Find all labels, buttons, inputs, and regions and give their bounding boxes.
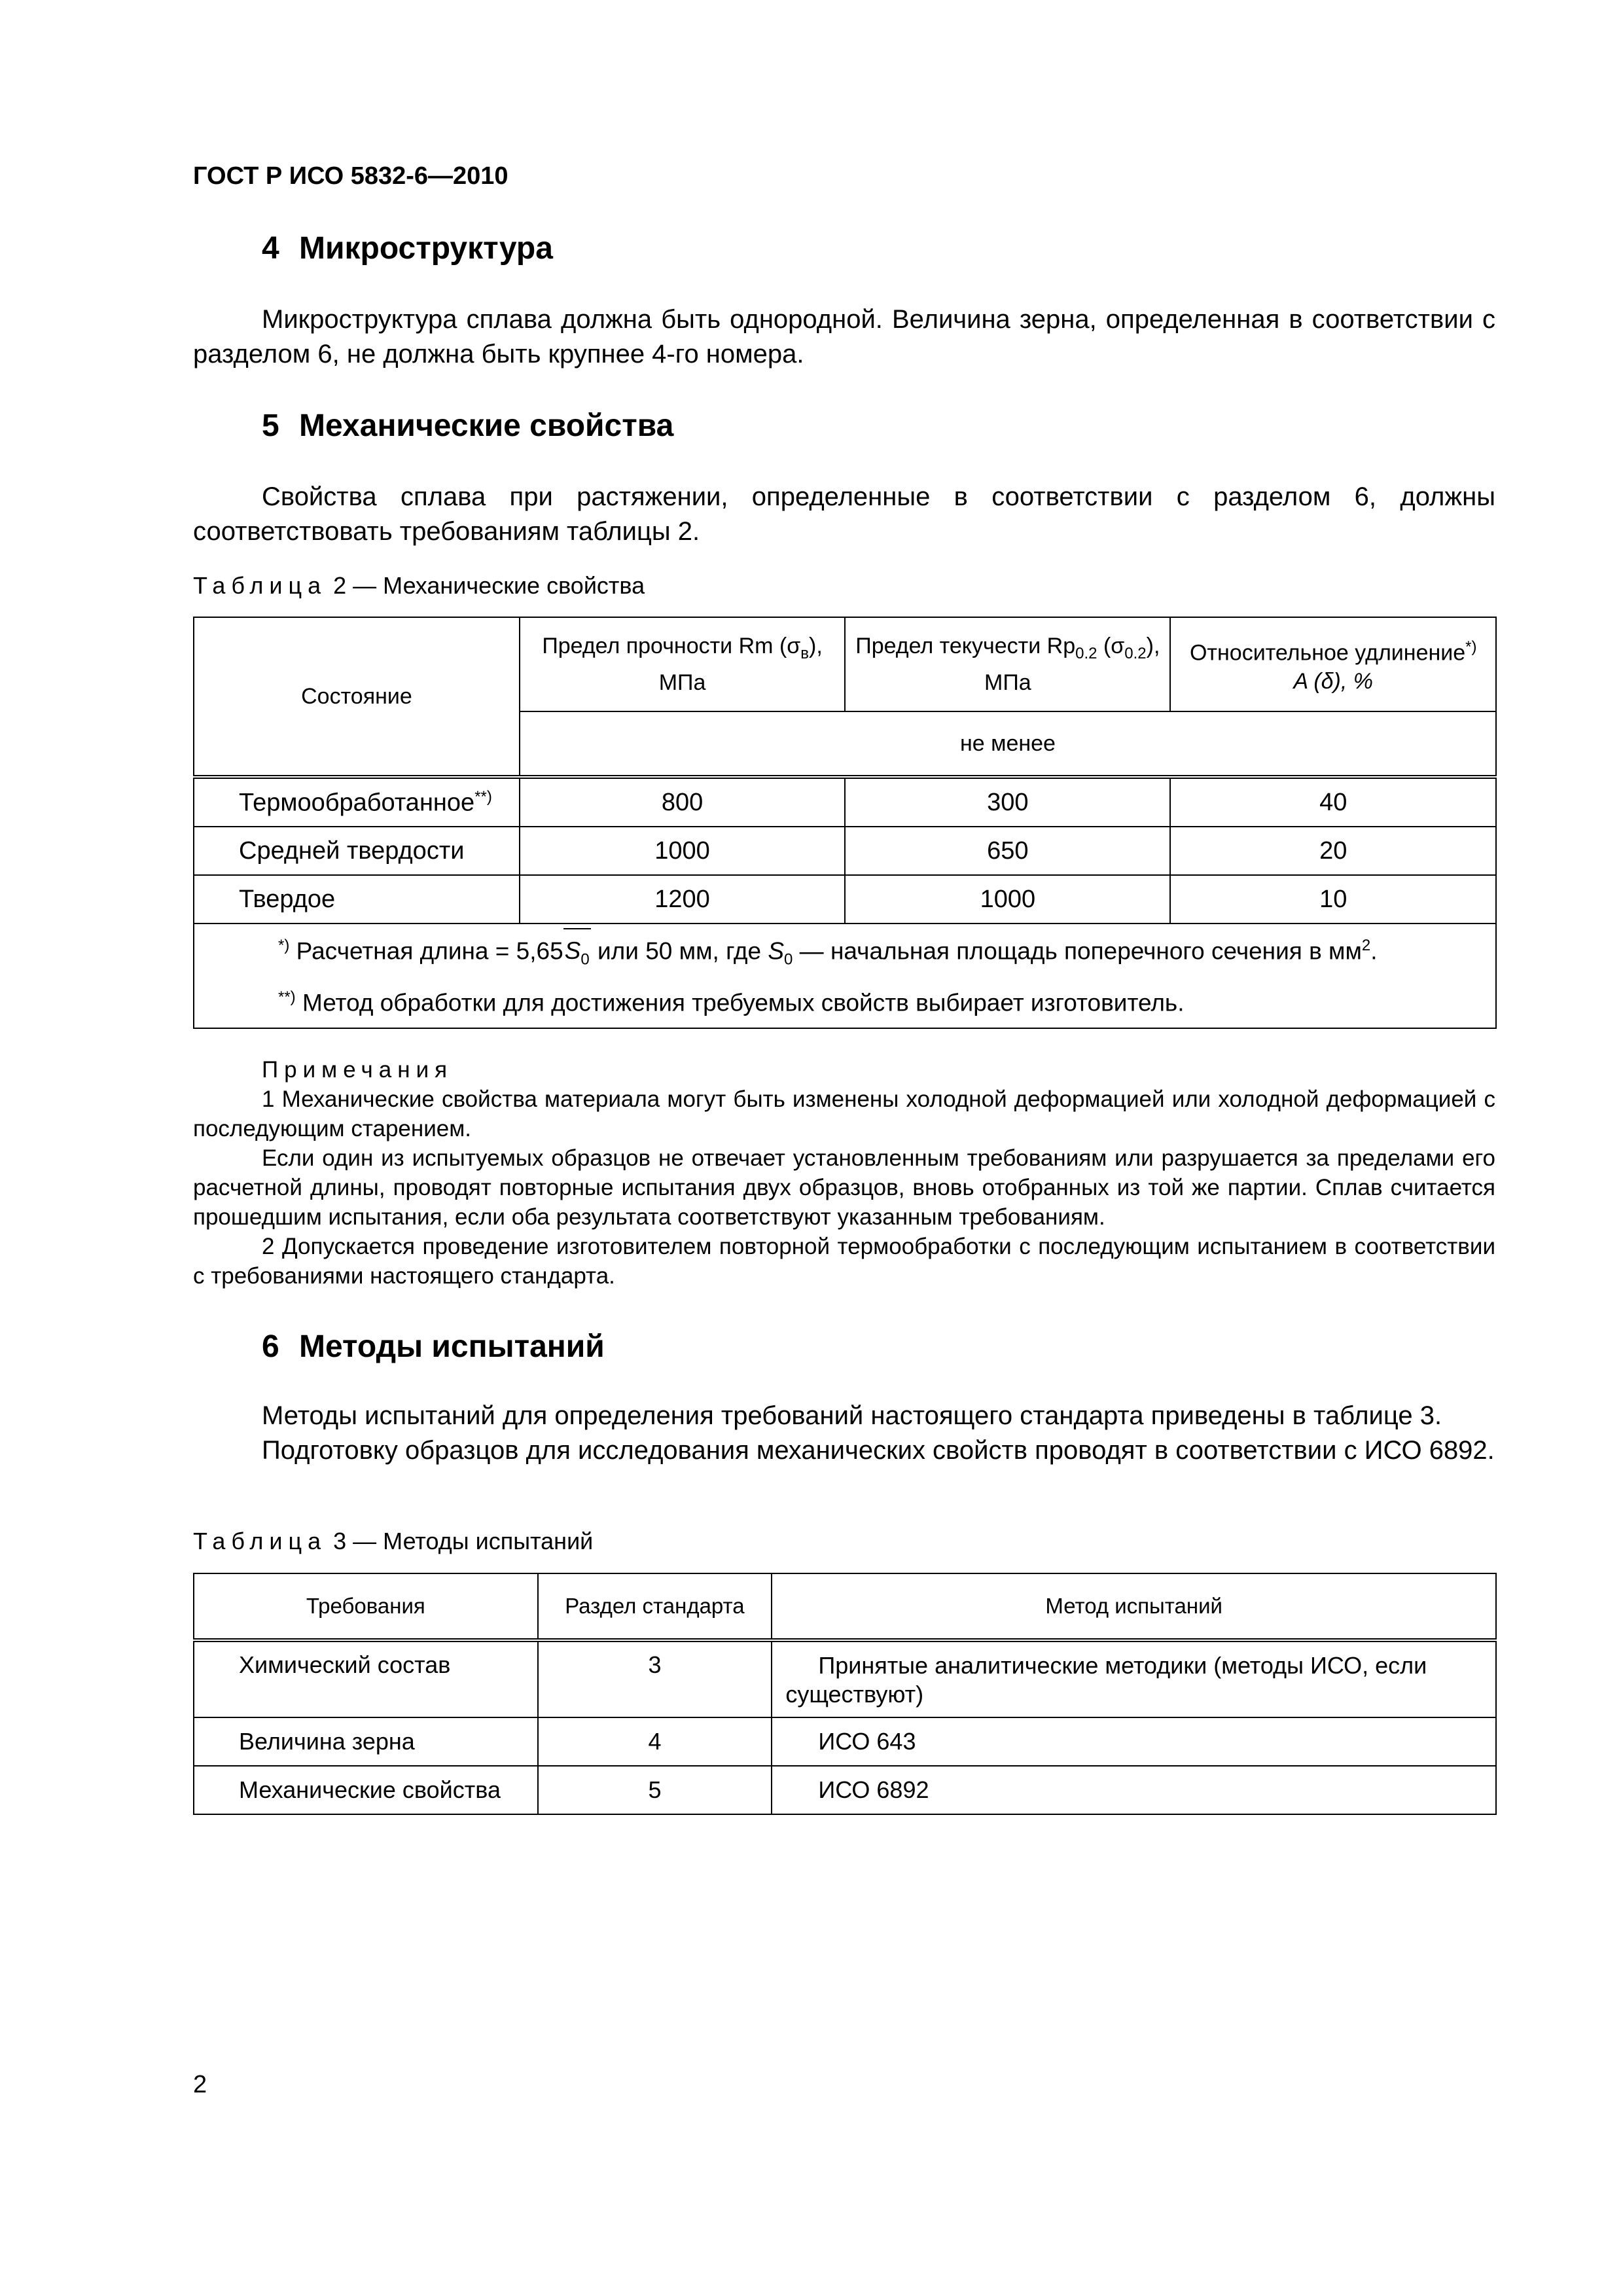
table-cell-section: 3	[538, 1640, 772, 1717]
header-unit: МПа	[984, 670, 1031, 695]
paragraph: Свойства сплава при растяжении, определенные в соответствии с разделом 6, должны соответствовать требованиям таблицы 2.	[193, 482, 1495, 546]
notes-block	[193, 1055, 1495, 1291]
table-cell-requirement: Механические свойства	[194, 1766, 538, 1814]
paragraph: Методы испытаний для определения требований настоящего стандарта приведены в таблице 3.	[262, 1401, 1442, 1430]
header-text: Предел текучести Rp	[855, 634, 1076, 659]
document-header: ГОСТ Р ИСО 5832-6—2010	[193, 162, 508, 190]
table-3-caption	[193, 1528, 593, 1555]
section-title: Механические свойства	[299, 408, 674, 443]
page-number: 2	[193, 2071, 207, 2098]
header-text: (σ	[1097, 634, 1125, 659]
table-footnotes	[194, 924, 1496, 1028]
note-1: 1 Механические свойства материала могут быть изменены холодной деформацией или холодной деформацией с последующим старением.	[193, 1086, 1495, 1141]
table-cell-rm: 1000	[520, 827, 845, 875]
table-cell-rm: 1200	[520, 875, 845, 924]
caption-label: Таблица	[193, 572, 327, 599]
section-6-heading	[262, 1329, 605, 1365]
header-unit: МПа	[658, 670, 706, 695]
header-unit: A (δ), %	[1293, 669, 1373, 694]
header-state: Состояние	[194, 617, 520, 777]
section-number: 6	[262, 1329, 279, 1364]
symbol-sub: 0	[784, 950, 793, 969]
table-cell-a: 20	[1170, 827, 1496, 875]
symbol-s: S	[768, 937, 785, 965]
test-methods-table	[193, 1573, 1497, 1815]
table-cell-section: 4	[538, 1717, 772, 1766]
table-cell-requirement: Химический состав	[194, 1640, 538, 1717]
table-cell-state: Твердое	[194, 875, 520, 924]
footnote-text: .	[1370, 937, 1378, 965]
header-sub: в	[800, 644, 809, 662]
section-number: 4	[262, 231, 279, 266]
table-cell-rp: 1000	[845, 875, 1170, 924]
header-yield-strength	[845, 617, 1170, 711]
cell-text: Термообработанное	[239, 789, 475, 817]
sqrt-symbol	[563, 928, 591, 981]
header-elongation	[1170, 617, 1496, 711]
header-tensile-strength	[520, 617, 845, 711]
header-min-label: не менее	[520, 711, 1496, 777]
footnote-text: Расчетная длина = 5,65	[289, 937, 563, 965]
table-cell-state	[194, 777, 520, 827]
footnote-text: Метод обработки для достижения требуемых свойств выбирает изготовитель.	[295, 989, 1185, 1016]
notes-title: Примечания	[262, 1057, 454, 1083]
note-1-continued: Если один из испытуемых образцов не отвечает установленным требованиям или разрушается за пределами его расчетной длины, проводят повторные испытания двух образцов, вновь отобранных из той же партии. Сплав считается прошедшим испытания, если оба результата соответствуют указанным требованиям.	[193, 1145, 1495, 1230]
symbol-s: S	[564, 937, 581, 965]
table-cell-a: 10	[1170, 875, 1496, 924]
table-cell-method: ИСО 643	[772, 1717, 1496, 1766]
section-6-text	[193, 1399, 1495, 1468]
table-cell-section: 5	[538, 1766, 772, 1814]
caption-text: 2 — Механические свойства	[327, 572, 645, 599]
header-sup: *)	[1465, 637, 1477, 656]
section-number: 5	[262, 408, 279, 443]
section-4-heading	[262, 230, 553, 266]
cell-sup: **)	[474, 787, 492, 806]
header-text: ),	[809, 634, 823, 659]
section-title: Микроструктура	[299, 231, 553, 266]
table-cell-state: Средней твердости	[194, 827, 520, 875]
table-cell-method: Принятые аналитические методики (методы ИСО, если существуют)	[772, 1640, 1496, 1717]
section-4-text	[193, 302, 1495, 372]
header-sub: 0.2	[1075, 644, 1097, 662]
table-2-caption	[193, 572, 645, 600]
header-requirements: Требования	[194, 1573, 538, 1640]
table-cell-rm: 800	[520, 777, 845, 827]
mechanical-properties-table	[193, 617, 1497, 1029]
table-cell-rp: 300	[845, 777, 1170, 827]
caption-label: Таблица	[193, 1528, 327, 1554]
header-method: Метод испытаний	[772, 1573, 1496, 1640]
header-sub: 0.2	[1124, 644, 1147, 662]
caption-text: 3 — Методы испытаний	[327, 1528, 594, 1554]
footnote-sup: 2	[1361, 937, 1371, 954]
table-cell-rp: 650	[845, 827, 1170, 875]
section-title: Методы испытаний	[299, 1329, 605, 1364]
footnote-mark: **)	[278, 988, 296, 1006]
table-cell-method: ИСО 6892	[772, 1766, 1496, 1814]
paragraph: Подготовку образцов для исследования механических свойств проводят в соответствии с ИСО 6892.	[262, 1436, 1495, 1465]
header-text: Относительное удлинение	[1189, 640, 1466, 666]
header-text: Предел прочности Rm (σ	[542, 634, 801, 659]
header-section: Раздел стандарта	[538, 1573, 772, 1640]
symbol-sub: 0	[580, 950, 590, 969]
table-cell-requirement: Величина зерна	[194, 1717, 538, 1766]
footnote-1	[278, 924, 1495, 982]
section-5-heading	[262, 408, 673, 444]
note-2: 2 Допускается проведение изготовителем повторной термообработки с последующим испытанием в соответствии с требованиями настоящего стандарта.	[193, 1234, 1495, 1289]
header-text: ),	[1146, 634, 1160, 659]
section-5-text	[193, 480, 1495, 549]
paragraph: Микроструктура сплава должна быть однородной. Величина зерна, определенная в соответствии с разделом 6, не должна быть крупнее 4-го номера.	[193, 305, 1495, 368]
footnote-text: или 50 мм, где	[590, 937, 768, 965]
footnote-text: — начальная площадь поперечного сечения в мм	[793, 937, 1362, 965]
table-cell-a: 40	[1170, 777, 1496, 827]
footnote-mark: *)	[278, 937, 290, 954]
footnote-2	[278, 982, 1495, 1028]
